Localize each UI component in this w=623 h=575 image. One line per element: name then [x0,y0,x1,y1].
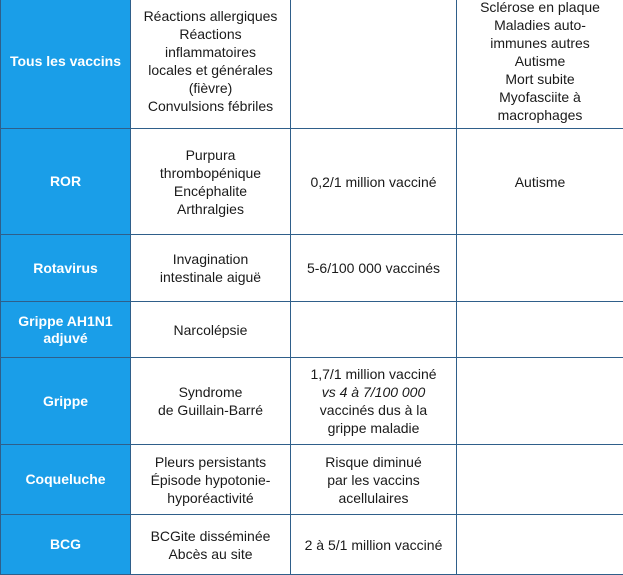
cell-text-line: Arthralgies [135,200,286,218]
cell-text-line: grippe maladie [295,419,452,437]
cell-text-line: macrophages [461,106,619,124]
cell-text-line: Réactions allergiques [135,7,286,25]
cell-text-line: hyporéactivité [135,489,286,507]
frequency-cell [291,358,457,445]
cell-text-line: Tous les vaccins [5,53,126,70]
cell-text-line: acellulaires [295,489,452,507]
cell-text-line: Autisme [461,52,619,70]
adverse-effect-cell [131,302,291,358]
cell-text-line: (fièvre) [135,79,286,97]
cell-text-line: par les vaccins [295,471,452,489]
cell-text-line: Myofasciite à [461,88,619,106]
cell-text-line: Narcolépsie [135,321,286,339]
cell-text-line: ROR [5,173,126,190]
cell-text-line: 1,7/1 million vacciné [295,365,452,383]
vaccine-name-cell [1,358,131,445]
frequency-cell [291,235,457,302]
frequency-cell [291,515,457,575]
unproven-link-cell [457,515,623,575]
cell-text-line: adjuvé [5,330,126,347]
vaccine-name-cell [1,0,131,129]
cell-text-line: Réactions [135,25,286,43]
cell-text-line: BCGite disséminée [135,527,286,545]
cell-text-line: Grippe AH1N1 [5,313,126,330]
table-row [1,445,623,515]
adverse-effect-cell [131,235,291,302]
cell-text-line: 2 à 5/1 million vacciné [295,536,452,554]
vaccine-name-cell [1,445,131,515]
cell-text-line: vs 4 à 7/100 000 [295,383,452,401]
table-row [1,302,623,358]
unproven-link-cell [457,445,623,515]
unproven-link-cell [457,235,623,302]
table-row [1,358,623,445]
table-row [1,0,623,129]
frequency-cell [291,129,457,235]
cell-text-line: Épisode hypotonie- [135,471,286,489]
cell-text-line: Purpura [135,146,286,164]
adverse-effect-cell [131,129,291,235]
cell-text-line: Pleurs persistants [135,453,286,471]
vaccine-name-cell [1,302,131,358]
vaccine-name-cell [1,515,131,575]
cell-text-line: de Guillain-Barré [135,401,286,419]
table-row [1,235,623,302]
vaccine-name-cell [1,129,131,235]
cell-text-line: Maladies auto- [461,16,619,34]
cell-text-line: Sclérose en plaque [461,0,619,16]
cell-text-line: Invagination [135,250,286,268]
adverse-effect-cell [131,445,291,515]
unproven-link-cell [457,0,623,129]
cell-text-line: thrombopénique [135,164,286,182]
cell-text-line: Risque diminué [295,453,452,471]
cell-text-line: 5-6/100 000 vaccinés [295,259,452,277]
frequency-cell [291,0,457,129]
unproven-link-cell [457,302,623,358]
table-row [1,515,623,575]
table-row [1,129,623,235]
cell-text-line: Convulsions fébriles [135,97,286,115]
adverse-effect-cell [131,358,291,445]
frequency-cell [291,445,457,515]
cell-text-line: Rotavirus [5,260,126,277]
adverse-effect-cell [131,515,291,575]
cell-text-line: 0,2/1 million vacciné [295,173,452,191]
cell-text-line: Autisme [461,173,619,191]
cell-text-line: intestinale aiguë [135,268,286,286]
unproven-link-cell [457,358,623,445]
unproven-link-cell [457,129,623,235]
cell-text-line: locales et générales [135,61,286,79]
cell-text-line: inflammatoires [135,43,286,61]
cell-text-line: Abcès au site [135,545,286,563]
cell-text-line: vaccinés dus à la [295,401,452,419]
vaccine-name-cell [1,235,131,302]
cell-text-line: Encéphalite [135,182,286,200]
frequency-cell [291,302,457,358]
cell-text-line: Mort subite [461,70,619,88]
cell-text-line: Syndrome [135,383,286,401]
adverse-effect-cell [131,0,291,129]
cell-text-line: BCG [5,536,126,553]
cell-text-line: Grippe [5,393,126,410]
cell-text-line: immunes autres [461,34,619,52]
cell-text-line: Coqueluche [5,471,126,488]
